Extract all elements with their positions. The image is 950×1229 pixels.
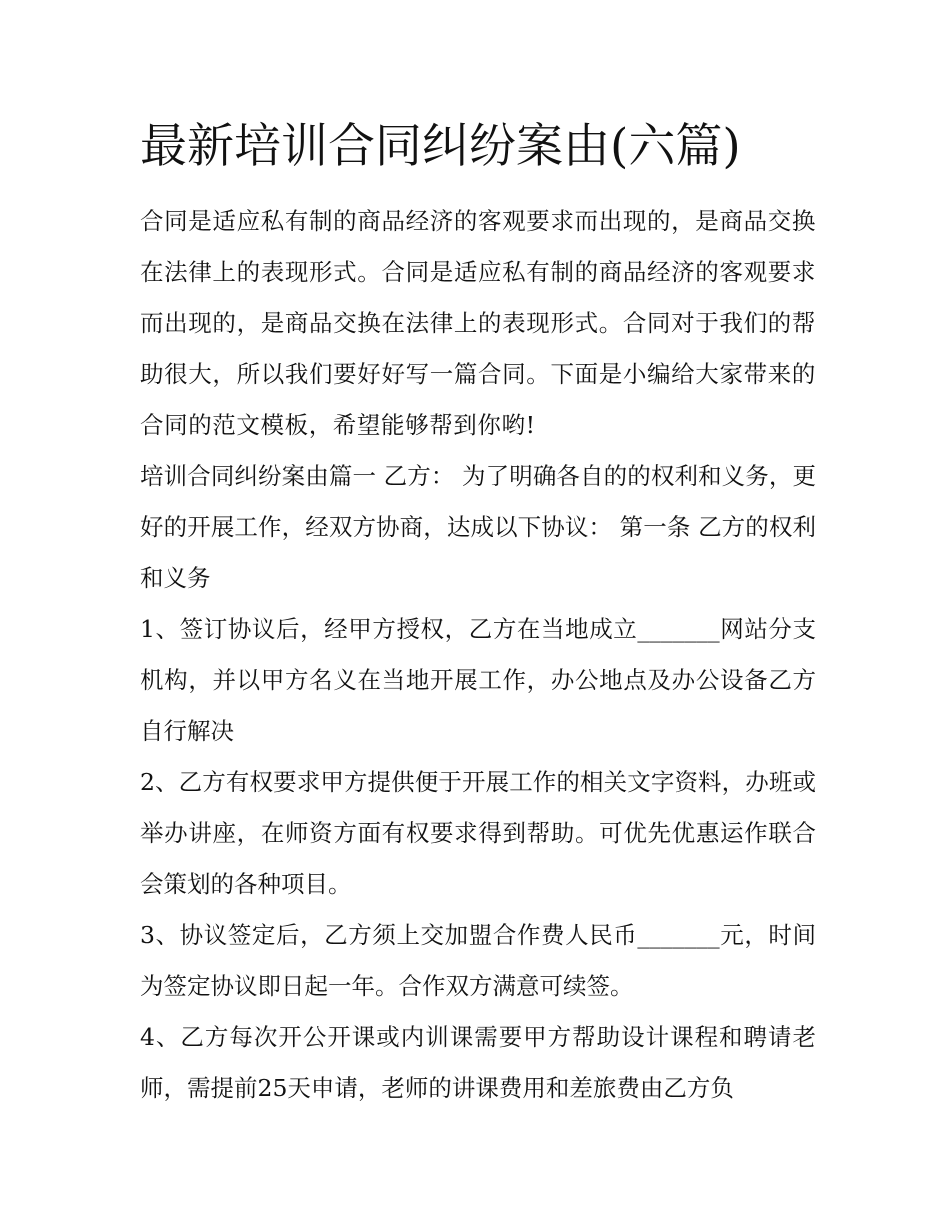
section-one-paragraph: 培训合同纠纷案由篇一 乙方： 为了明确各自的的权利和义务，更好的开展工作，经双方协商，达成以下协议： 第一条 乙方的权利和义务 [140,462,816,592]
clause-2-paragraph: 2、乙方有权要求甲方提供便于开展工作的相关文字资料，办班或举办讲座，在师资方面有权要求得到帮助。可优先优惠运作联合会策划的各种项目。 [140,768,816,898]
clause-4-paragraph: 4、乙方每次开公开课或内训课需要甲方帮助设计课程和聘请老师，需提前25天申请，老师的讲课费用和差旅费由乙方负 [140,1023,816,1102]
clause-3-paragraph: 3、协议签定后，乙方须上交加盟合作费人民币_______元，时间为签定协议即日起一年。合作双方满意可续签。 [140,921,816,1000]
intro-paragraph: 合同是适应私有制的商品经济的客观要求而出现的，是商品交换在法律上的表现形式。合同是适应私有制的商品经济的客观要求而出现的，是商品交换在法律上的表现形式。合同对于我们的帮助很大，所以我们要好好写一篇合同。下面是小编给大家带来的合同的范文模板，希望能够帮到你哟! [140,207,816,439]
document-body [140,196,816,1114]
clause-1-paragraph: 1、签订协议后，经甲方授权，乙方在当地成立_______网站分支机构，并以甲方名义在当地开展工作，办公地点及办公设备乙方自行解决 [140,615,816,745]
document-title: 最新培训合同纠纷案由(六篇) [140,119,741,174]
